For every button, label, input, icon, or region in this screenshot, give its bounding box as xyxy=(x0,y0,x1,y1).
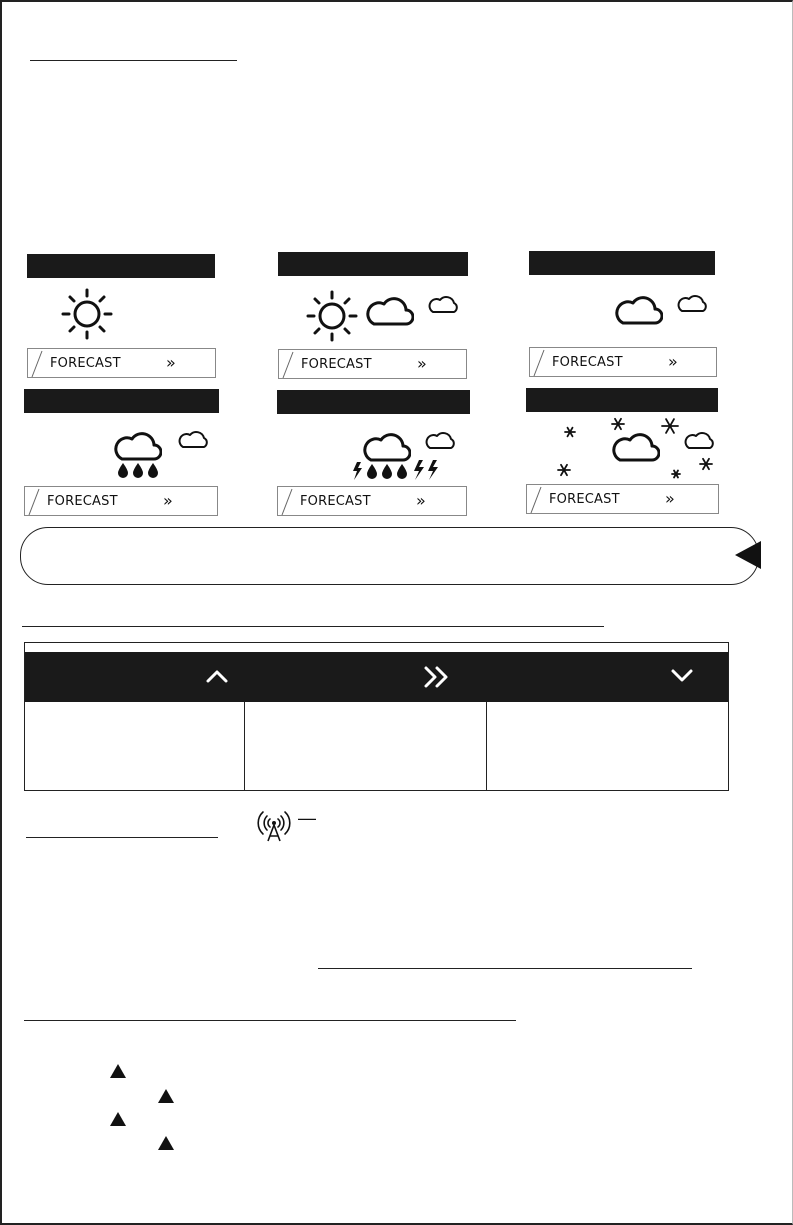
forecast-label-box xyxy=(277,486,467,516)
double-chevron-icon: » xyxy=(416,491,426,510)
forecast-panel-partly-sunny xyxy=(278,252,473,380)
triangle-up-icon xyxy=(158,1136,174,1150)
slash-decoration xyxy=(280,487,296,517)
sun-icon xyxy=(304,288,360,344)
trend-table-header xyxy=(25,652,728,702)
double-chevron-icon xyxy=(423,665,451,689)
trend-table xyxy=(24,642,729,791)
forecast-label: FORECAST xyxy=(300,494,371,509)
pointer-triangle-icon xyxy=(735,541,761,569)
forecast-label-box xyxy=(24,486,218,516)
forecast-label-box xyxy=(529,347,717,377)
radio-heading-underline xyxy=(26,837,218,838)
small-cloud-icon xyxy=(425,428,457,452)
panel-title-bar xyxy=(278,252,468,276)
double-chevron-icon: » xyxy=(163,491,173,510)
up-arrow-icon xyxy=(205,668,229,684)
slash-decoration xyxy=(532,348,548,378)
trend-heading-underline xyxy=(22,626,604,627)
down-arrow-icon xyxy=(670,668,694,684)
forecast-label: FORECAST xyxy=(47,494,118,509)
buttons-heading-underline xyxy=(24,1020,516,1021)
forecast-panel-rainy xyxy=(24,389,219,517)
small-cloud-icon xyxy=(178,427,210,451)
cloud-icon xyxy=(615,291,663,327)
panel-title-bar xyxy=(24,389,219,413)
trend-cell-rising xyxy=(25,702,245,790)
small-cloud-icon xyxy=(684,428,716,452)
forecast-panel-sunny xyxy=(27,254,222,382)
triangle-up-icon xyxy=(110,1112,126,1126)
slash-decoration xyxy=(30,349,46,379)
forecast-panel-cloudy xyxy=(529,251,724,379)
triangle-up-icon xyxy=(158,1089,174,1103)
lightning-icon xyxy=(351,458,443,482)
slash-decoration xyxy=(27,487,43,517)
cloud-icon xyxy=(114,427,162,463)
forecast-label-box xyxy=(526,484,719,514)
panel-title-bar xyxy=(526,388,718,412)
sun-icon xyxy=(59,286,115,342)
double-chevron-icon: » xyxy=(668,352,678,371)
forecast-panel-stormy xyxy=(277,390,472,518)
slash-decoration xyxy=(281,350,297,380)
panel-title-bar xyxy=(277,390,470,414)
forecast-label-box xyxy=(27,348,216,378)
forecast-label: FORECAST xyxy=(549,492,620,507)
trend-cell-falling xyxy=(487,702,728,790)
radio-tower-icon xyxy=(256,808,292,844)
forecast-heading-underline xyxy=(30,60,237,61)
panel-title-bar xyxy=(529,251,715,275)
double-chevron-icon: » xyxy=(417,354,427,373)
note-box xyxy=(20,527,759,585)
triangle-up-icon xyxy=(110,1064,126,1078)
forecast-label: FORECAST xyxy=(50,356,121,371)
slash-decoration xyxy=(529,485,545,515)
inline-underline xyxy=(318,968,692,969)
forecast-label-box xyxy=(278,349,467,379)
forecast-panel-snowy xyxy=(526,388,721,516)
forecast-label: FORECAST xyxy=(552,355,623,370)
cloud-icon xyxy=(366,292,414,328)
raindrops-icon xyxy=(116,461,160,479)
trend-cell-steady xyxy=(245,702,487,790)
small-cloud-icon xyxy=(677,291,709,315)
double-chevron-icon: » xyxy=(665,489,675,508)
double-chevron-icon: » xyxy=(166,353,176,372)
radio-dash: — xyxy=(298,808,316,828)
panel-title-bar xyxy=(27,254,215,278)
forecast-label: FORECAST xyxy=(301,357,372,372)
small-cloud-icon xyxy=(428,292,460,316)
